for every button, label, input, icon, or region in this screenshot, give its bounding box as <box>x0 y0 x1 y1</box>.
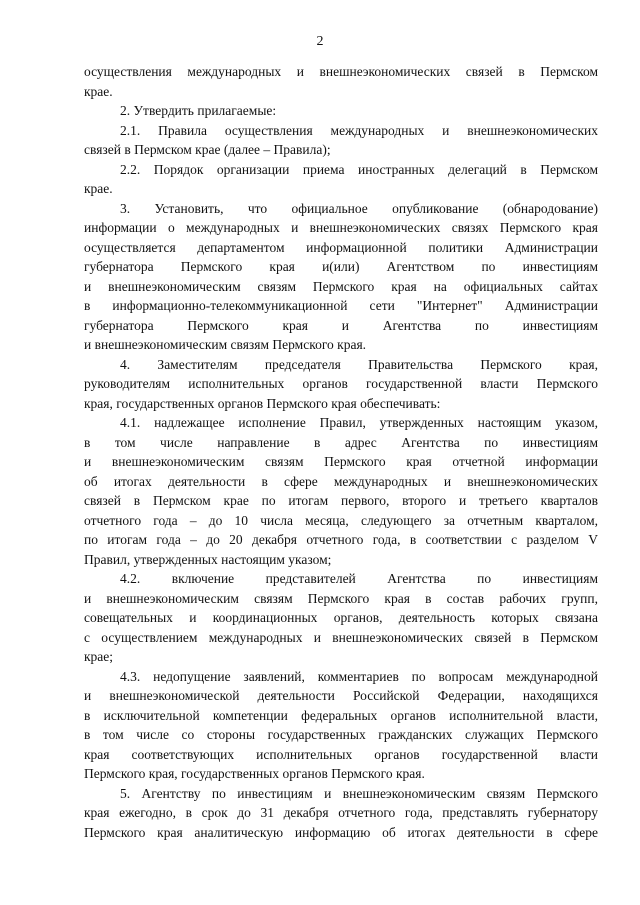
text-line: с осуществлением международных и внешнеэкономических связей в Пермском <box>84 629 598 645</box>
text-line: связей в Пермском крае (далее – Правила); <box>84 142 331 157</box>
text-line: в исключительной компетенции федеральных органов исполнительной власти, <box>84 707 598 723</box>
text-line: 2.1. Правила осуществления международных и внешнеэкономических <box>120 122 598 138</box>
text-line: крае. <box>84 181 113 196</box>
text-line: в том числе со стороны государственных гражданских служащих Пермского <box>84 727 598 742</box>
text-line: по итогам года – до 20 декабря отчетного года, в соответствии с разделом V <box>84 532 598 547</box>
text-line: губернатора Пермского края и Агентства по инвестициям <box>84 317 598 333</box>
text-line: и внешнеэкономической деятельности Российской Федерации, находящихся <box>84 688 598 703</box>
document-body <box>84 62 598 842</box>
text-line: крае; <box>84 649 114 664</box>
text-line: 4.2. включение представителей Агентства по инвестициям <box>120 571 598 586</box>
text-line: в информационно-телекоммуникационной сети "Интернет" Администрации <box>84 298 598 313</box>
text-line: Пермского края, государственных органов Пермского края. <box>84 766 425 781</box>
text-line: и внешнеэкономическим связям Пермского края в состав рабочих групп, <box>84 590 598 606</box>
text-line: об итогах деятельности в сфере международных и внешнеэкономических <box>84 473 598 489</box>
text-line: края ежегодно, в срок до 31 декабря отчетного года, представлять губернатору <box>84 805 598 820</box>
text-line: Правил, утвержденных настоящим указом; <box>84 551 332 567</box>
text-line: и внешнеэкономическим связям Пермского края отчетной информации <box>84 454 598 469</box>
text-line: 4.1. надлежащее исполнение Правил, утвержденных настоящим указом, <box>120 415 598 430</box>
text-line: связей в Пермском крае по итогам первого, второго и третьего кварталов <box>84 493 598 508</box>
text-line: Пермского края аналитическую информацию об итогах деятельности в сфере <box>84 824 598 840</box>
text-line: осуществления международных и внешнеэкономических связей в Пермском <box>84 64 598 79</box>
text-line: 3. Установить, что официальное опубликование (обнародование) <box>120 200 598 216</box>
text-line: 5. Агентству по инвестициям и внешнеэкономическим связям Пермского <box>120 785 598 801</box>
text-line: руководителям исполнительных органов государственной власти Пермского <box>84 376 598 391</box>
text-line: 4.3. недопущение заявлений, комментариев по вопросам международной <box>120 668 598 684</box>
text-line: крае. <box>84 83 113 99</box>
text-line: губернатора Пермского края и(или) Агентством по инвестициям <box>84 259 598 274</box>
text-line: 4. Заместителям председателя Правительства Пермского края, <box>120 356 598 372</box>
text-line: и внешнеэкономическим связям Пермского края на официальных сайтах <box>84 278 598 294</box>
text-line: совещательных и координационных органов, деятельность которых связана <box>84 610 598 625</box>
text-line: информации о международных и внешнеэкономических связях Пермского края <box>84 220 598 235</box>
text-line: края, государственных органов Пермского края обеспечивать: <box>84 395 441 411</box>
text-line: отчетного года – до 10 числа месяца, следующего за отчетным кварталом, <box>84 512 598 528</box>
text-line: 2.2. Порядок организации приема иностранных делегаций в Пермском <box>120 161 598 177</box>
text-line: и внешнеэкономическим связям Пермского края. <box>84 337 367 352</box>
text-line: 2. Утвердить прилагаемые: <box>120 103 277 118</box>
page-number: 2 <box>316 34 324 49</box>
text-line: в том числе направление в адрес Агентства по инвестициям <box>84 434 598 450</box>
text-line: осуществляется департаментом информационной политики Администрации <box>84 239 598 255</box>
text-line: края соответствующих исполнительных органов государственной власти <box>84 746 598 762</box>
